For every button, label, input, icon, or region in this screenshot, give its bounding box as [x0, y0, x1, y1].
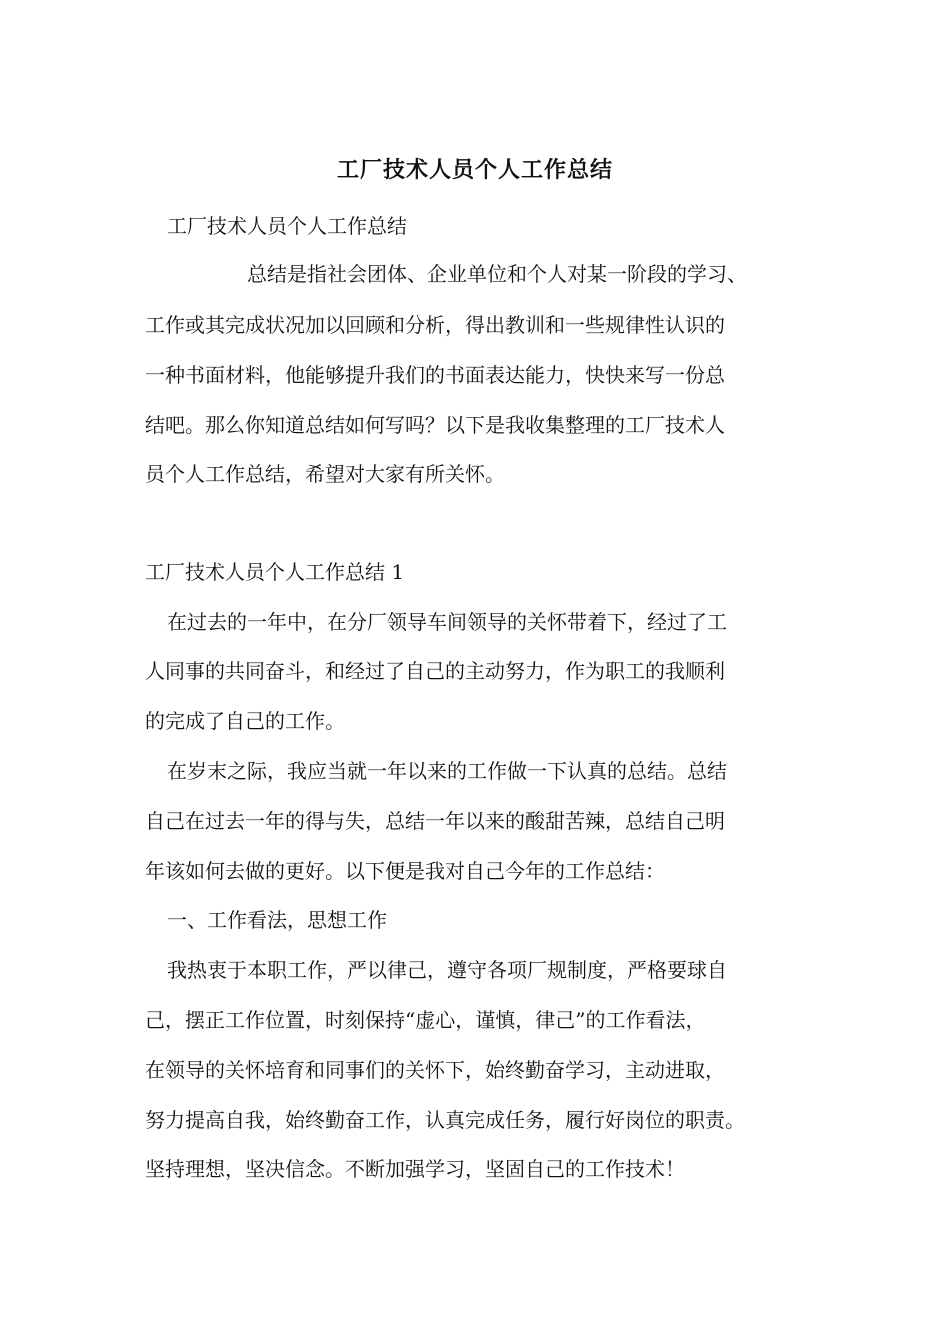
subtitle-line: 工厂技术人员个人工作总结	[167, 214, 407, 238]
document-title: 工厂技术人员个人工作总结	[336, 157, 613, 183]
paragraph-line: 在领导的关怀培育和同事们的关怀下，始终勤奋学习，主动进取，	[145, 1058, 725, 1082]
paragraph-line: 自己在过去一年的得与失，总结一年以来的酸甜苦辣，总结自己明	[145, 809, 725, 833]
paragraph-line: 年该如何去做的更好。以下便是我对自己今年的工作总结：	[145, 859, 665, 883]
paragraph-line: 结吧。那么你知道总结如何写吗？以下是我收集整理的工厂技术人	[145, 413, 725, 437]
section-heading: 工厂技术人员个人工作总结 1	[145, 560, 405, 584]
paragraph-line: 我热衷于本职工作，严以律己，遵守各项厂规制度，严格要球自	[167, 958, 727, 982]
paragraph-line: 工作或其完成状况加以回顾和分析，得出教训和一些规律性认识的	[145, 313, 725, 337]
subsection-heading: 一、工作看法，思想工作	[167, 908, 387, 932]
paragraph-line: 人同事的共同奋斗，和经过了自己的主动努力，作为职工的我顺利	[145, 659, 725, 683]
paragraph-line: 努力提高自我，始终勤奋工作，认真完成任务，履行好岗位的职责。	[145, 1108, 745, 1132]
paragraph-line: 在过去的一年中，在分厂领导车间领导的关怀带着下，经过了工	[167, 610, 727, 634]
paragraph-line: 员个人工作总结，希望对大家有所关怀。	[145, 462, 505, 486]
paragraph-line: 总结是指社会团体、企业单位和个人对某一阶段的学习、	[247, 262, 747, 286]
paragraph-line: 己，摆正工作位置，时刻保持“虚心，谨慎，律己”的工作看法，	[145, 1008, 706, 1032]
paragraph-line: 在岁末之际，我应当就一年以来的工作做一下认真的总结。总结	[167, 759, 727, 783]
paragraph-line: 坚持理想，坚决信念。不断加强学习，坚固自己的工作技术！	[145, 1157, 685, 1181]
paragraph-line: 一种书面材料，他能够提升我们的书面表达能力，快快来写一份总	[145, 363, 725, 387]
paragraph-line: 的完成了自己的工作。	[145, 709, 345, 733]
